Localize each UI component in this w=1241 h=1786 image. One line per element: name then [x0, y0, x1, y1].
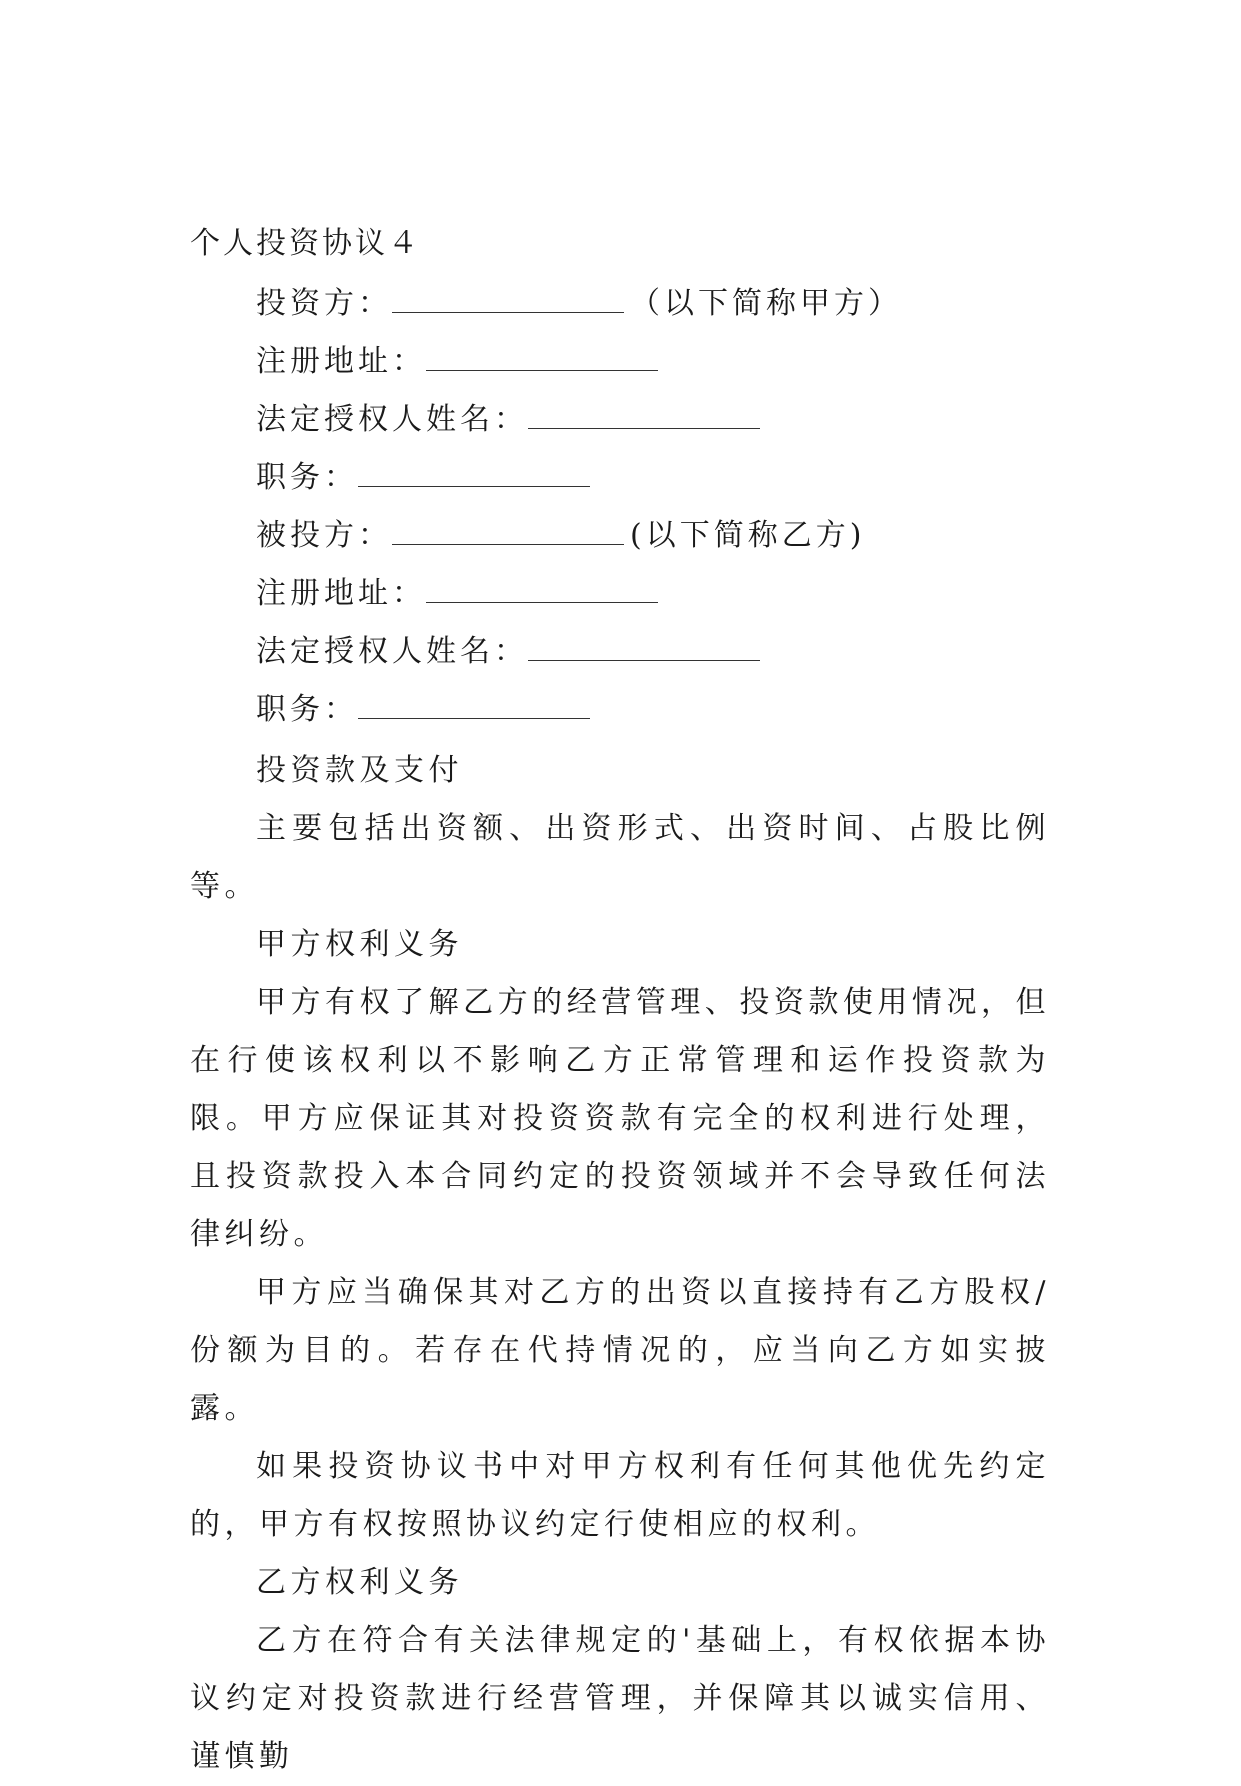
party-a-paragraph-1: 甲方有权了解乙方的经营管理、投资款使用情况，但在行使该权利以不影响乙方正常管理和运作投资款为限。甲方应保证其对投资资款有完全的权利进行处理，且投资款投入本合同约定的投资领域并不会导致任何法律纠纷。 [190, 985, 1050, 1252]
investee-representative-blank[interactable] [528, 630, 760, 661]
agreement-body [190, 742, 1050, 1786]
investor-field [256, 282, 1056, 340]
party-b-paragraph-1: 乙方在符合有关法律规定的'基础上，有权依据本协议约定对投资款进行经营管理，并保障其以诚实信用、谨慎勤 [190, 1623, 1050, 1774]
payment-text: 主要包括出资额、出资形式、出资时间、占股比例等。 [190, 811, 1050, 904]
investor-representative-label: 法定授权人姓名： [256, 402, 528, 437]
investee-address-field [256, 572, 1056, 630]
investor-representative-blank[interactable] [528, 398, 760, 429]
investor-suffix: （以下简称甲方） [630, 286, 902, 321]
party-a-paragraph-3: 如果投资协议书中对甲方权利有任何其他优先约定的，甲方有权按照协议约定行使相应的权利。 [190, 1449, 1050, 1542]
investor-representative-field [256, 398, 1056, 456]
investor-label: 投资方： [256, 286, 392, 321]
investor-position-label: 职务： [256, 460, 358, 495]
investor-position-field [256, 456, 1056, 514]
investee-label: 被投方： [256, 518, 392, 553]
investee-blank[interactable] [392, 514, 624, 545]
investor-address-label: 注册地址： [256, 344, 426, 379]
investee-address-blank[interactable] [426, 572, 658, 603]
payment-heading: 投资款及支付 [256, 753, 463, 788]
investor-address-blank[interactable] [426, 340, 658, 371]
investee-suffix: (以下简称乙方) [630, 518, 866, 553]
investor-blank[interactable] [392, 282, 624, 313]
party-a-heading: 甲方权利义务 [256, 927, 463, 962]
investee-representative-label: 法定授权人姓名： [256, 634, 528, 669]
document-title: 个人投资协议４ [190, 226, 421, 261]
investee-position-field [256, 688, 1056, 746]
investee-representative-field [256, 630, 1056, 688]
investor-position-blank[interactable] [358, 456, 590, 487]
party-a-paragraph-2: 甲方应当确保其对乙方的出资以直接持有乙方股权/份额为目的。若存在代持情况的，应当向乙方如实披露。 [190, 1275, 1050, 1426]
investee-position-label: 职务： [256, 692, 358, 727]
party-fields [256, 282, 1056, 746]
investee-position-blank[interactable] [358, 688, 590, 719]
investee-address-label: 注册地址： [256, 576, 426, 611]
party-b-heading: 乙方权利义务 [256, 1565, 463, 1600]
investee-field [256, 514, 1056, 572]
investor-address-field [256, 340, 1056, 398]
